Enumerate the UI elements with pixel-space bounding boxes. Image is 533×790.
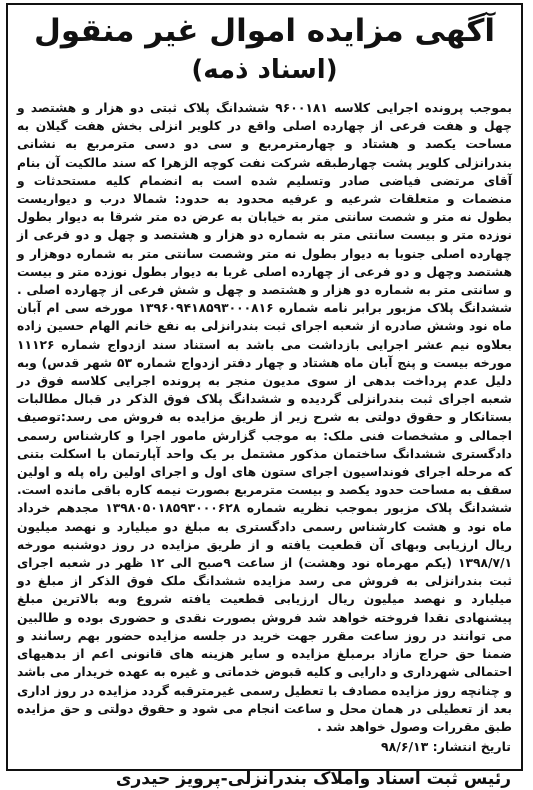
notice-subtitle: (اسناد ذمه) [191,55,338,85]
notice-body: بموجب پرونده اجرایی کلاسه ۹۶۰۰۱۸۱ ششدانگ پلاک ثبتی دو هزار و هشتصد و چهل و هفت فرعی از چهارده اصلی واقع در کلویر انزلی بخش هفت گیلان به مساحت یکصد و هشتاد و چهارمترمربع و سی دو دسی مترمربع به نشانی بندرانزلی کلویر پشت چهارطبقه شرکت نفت کوچه الزهرا که سند مالکیت آن بنام آقای مرتضی فیاضی صادر وتسلیم شده است به انضمام کلیه مستحدثات و منضمات و متعلقات شرعیه و عرفیه محدود به حدود: شمالا درب و دیواریست بطول نه متر و شصت سانتی متر به خیابان به عرض ده متر شرقا به دیوار بطول نوزده متر و بیست سانتی متر به شماره دو هزار و هشتصد و چهل و دو فرعی از چهارده اصلی جنوبا به دیوار بطول نه متر وشصت سانتی متر به شماره دوهزار و هشتصد وچهل و دو فرعی از چهارده اصلی غربا به دیوار بطول نوزده متر و بیست و سانتی متر به شماره دو هزار و هشتصد و چهل و شش فرعی از چهارده اصلی . ششدانگ پلاک مزبور برابر نامه شماره ۱۳۹۶۰۹۴۱۸۵۹۳۰۰۰۸۱۶ مورخه سی ام آبان ماه نود وشش صادره از شعبه اجرای ثبت بندرانزلی به نفع خانم الهام حسین زاده بعلاوه نیم عشر اجرایی بازداشت می باشد به استناد سند ازدواج شماره ۱۱۱۲۶ مورخه بیست و پنج آبان ماه هشتاد و چهار دفتر ازدواج شماره ۵۳ شهر قدس) وبه دلیل عدم پرداخت بدهی از سوی مدیون منجر به پرونده اجرایی کلاسه فوق در شعبه اجرای ثبت بندرانزلی گردیده و ششدانگ پلاک فوق الذکر در قبال مطالبات بستانکار و حقوق دولتی به شرح زیر از طریق مزایده به فروش می رسد:توصیف اجمالی و مشخصات فنی ملک: به موجب گزارش مامور اجرا و کارشناس رسمی دادگستری ششدانگ ساختمان مذکور مشتمل بر یک واحد آپارتمان با اسکلت بتنی که مرحله اجرای فونداسیون اجرای ستون های اول و اجرای اولین راه پله و اولین سقف به مساحت حدود یکصد و بیست مترمربع بصورت نیمه کاره باقی مانده است. ششدانگ پلاک مزبور بموجب نظریه شماره ۱۳۹۸۰۵۰۱۸۵۹۳۰۰۰۶۲۸ مجدهم خرداد ماه نود و هشت کارشناس رسمی دادگستری به مبلغ دو میلیارد و نهصد میلیون ریال ارزیابی وبهای آن قطعیت یافته و از طریق مزایده در روز دوشنبه مورخه ۱۳۹۸/۷/۱ (یکم مهرماه نود وهشت) از ساعت ۹صبح الی ۱۲ ظهر در شعبه اجرای ثبت بندرانزلی به فروش می رسد مزایده ششدانگ ملک فوق الذکر از مبلغ دو میلیارد و نهصد میلیون ریال ارزیابی قطعیت یافته شروع وبه بالاترین مبلغ پیشنهادی نقدا فروخته خواهد شد فروش بصورت نقدی و حضوری بوده و طالبین می توانند در روز ساعت مقرر جهت خرید در جلسه مزایده حضور بهم رسانند و ضمنا حق حراج مازاد برمبلغ مزایده و سایر هزینه های قانونی اعم از بدهیهای احتمالی شهرداری و دارایی و کلیه قبوض خدماتی و غیره به عهده خریدار می باشد و چنانچه روز مزایده مصادف با تعطیل رسمی غیرمترقبه گردد مزایده در روز اداری بعد از تعطیلی در همان محل و ساعت انجام می شود و حقوق دولتی و حق مزایده طبق مقررات وصول خواهد شد . [17,101,513,734]
publish-date: تاریخ انتشار: ۹۸/۶/۱۳ [381,739,511,755]
signature: رئیس ثبت اسناد واملاک بندرانزلی-پرویز حیدری [115,769,511,790]
notice-frame [6,3,523,790]
notice-title: آگهی مزایده اموال غیر منقول [34,13,495,49]
